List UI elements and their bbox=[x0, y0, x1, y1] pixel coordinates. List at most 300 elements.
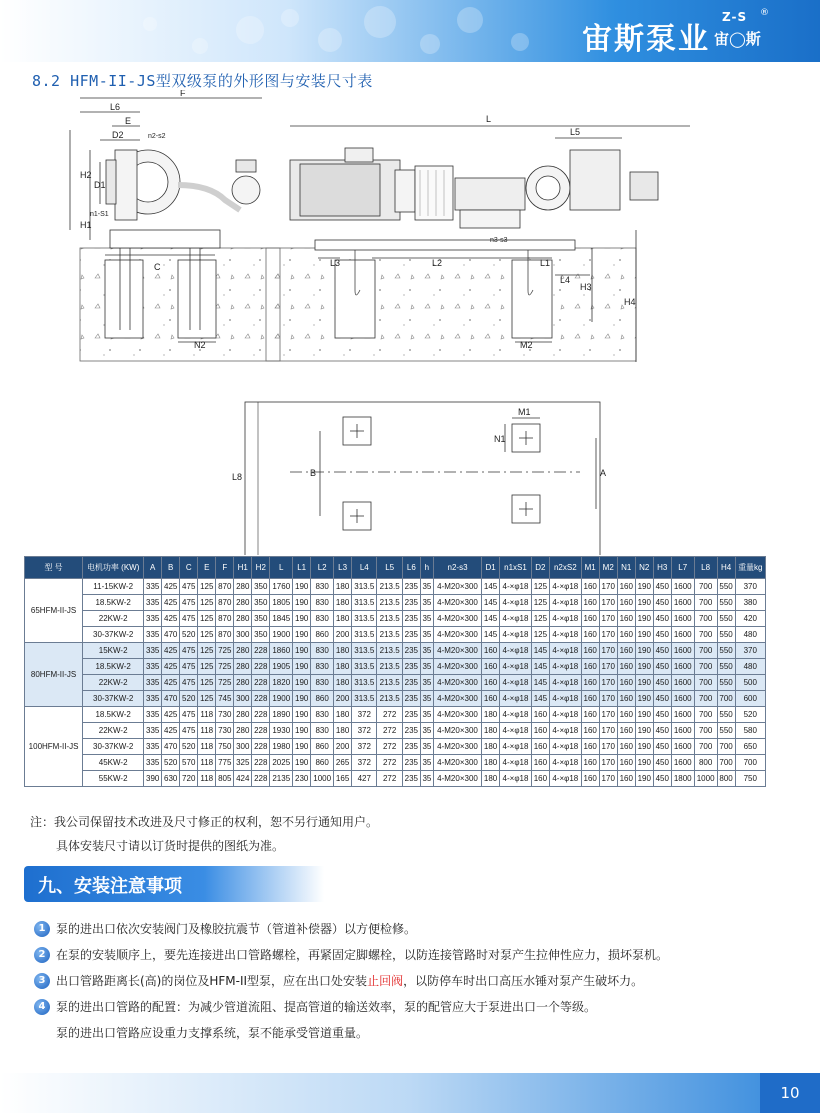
table-cell: 180 bbox=[334, 643, 352, 659]
table-cell: 550 bbox=[717, 707, 735, 723]
table-cell: 425 bbox=[162, 659, 180, 675]
table-cell: 170 bbox=[599, 739, 617, 755]
table-row bbox=[25, 611, 766, 627]
table-cell: 118 bbox=[198, 707, 216, 723]
table-cell: 190 bbox=[293, 707, 311, 723]
table-row bbox=[25, 771, 766, 787]
table-cell: 550 bbox=[717, 643, 735, 659]
section-9-title: 九、安装注意事项 bbox=[38, 876, 182, 897]
dim-label-L: L bbox=[486, 114, 492, 124]
table-cell: 1600 bbox=[671, 611, 694, 627]
table-cell: 280 bbox=[234, 675, 252, 691]
table-cell: 170 bbox=[599, 659, 617, 675]
table-cell: 600 bbox=[735, 691, 765, 707]
table-cell: 700 bbox=[717, 691, 735, 707]
table-row bbox=[25, 691, 766, 707]
page-number: 10 bbox=[760, 1073, 820, 1113]
table-cell: 800 bbox=[694, 755, 717, 771]
column-header: h bbox=[420, 557, 433, 579]
table-cell: 725 bbox=[216, 643, 234, 659]
table-cell: 160 bbox=[482, 691, 500, 707]
table-cell: 2135 bbox=[270, 771, 293, 787]
table-cell: 450 bbox=[653, 691, 671, 707]
table-cell: 160 bbox=[617, 627, 635, 643]
table-cell: 125 bbox=[198, 627, 216, 643]
front-view bbox=[266, 126, 690, 362]
table-cell: 425 bbox=[162, 707, 180, 723]
table-cell: 380 bbox=[735, 595, 765, 611]
table-cell: 190 bbox=[635, 611, 653, 627]
note-line-1: 注：我公司保留技术改进及尺寸修正的权利，恕不另行通知用户。 bbox=[30, 815, 379, 829]
table-cell: 860 bbox=[311, 739, 334, 755]
table-cell: 35 bbox=[420, 595, 433, 611]
table-cell: 35 bbox=[420, 627, 433, 643]
table-cell: 170 bbox=[599, 707, 617, 723]
table-cell: 450 bbox=[653, 723, 671, 739]
table-cell: 22KW-2 bbox=[83, 723, 144, 739]
table-cell: 125 bbox=[531, 627, 549, 643]
table-cell: 30-37KW-2 bbox=[83, 739, 144, 755]
table-cell: 630 bbox=[162, 771, 180, 787]
table-cell: 860 bbox=[311, 691, 334, 707]
table-cell: 313.5 bbox=[352, 595, 377, 611]
table-cell: 125 bbox=[198, 595, 216, 611]
table-cell: 425 bbox=[162, 595, 180, 611]
dim-label-L6: L6 bbox=[110, 102, 121, 112]
table-cell: 160 bbox=[581, 659, 599, 675]
table-cell: 190 bbox=[293, 739, 311, 755]
table-cell: 160 bbox=[581, 611, 599, 627]
table-cell: 335 bbox=[144, 675, 162, 691]
table-cell: 4-×φ18 bbox=[549, 611, 581, 627]
table-cell: 313.5 bbox=[352, 611, 377, 627]
table-cell: 160 bbox=[581, 707, 599, 723]
logo-top-text: Z-S bbox=[722, 10, 748, 24]
table-cell: 372 bbox=[352, 707, 377, 723]
table-cell: 1800 bbox=[671, 771, 694, 787]
table-cell: 228 bbox=[252, 723, 270, 739]
table-cell: 1760 bbox=[270, 579, 293, 595]
column-header: n1xS1 bbox=[500, 557, 532, 579]
table-cell: 1845 bbox=[270, 611, 293, 627]
dim-label-M2: M2 bbox=[520, 340, 533, 350]
table-cell: 4-×φ18 bbox=[549, 675, 581, 691]
table-cell: 520 bbox=[162, 755, 180, 771]
table-cell: 300 bbox=[234, 691, 252, 707]
table-cell: 180 bbox=[482, 771, 500, 787]
table-cell: 230 bbox=[293, 771, 311, 787]
table-cell: 4-×φ18 bbox=[549, 771, 581, 787]
table-cell: 235 bbox=[402, 643, 420, 659]
table-cell: 180 bbox=[334, 723, 352, 739]
table-cell: 730 bbox=[216, 707, 234, 723]
dim-label-L2: L2 bbox=[432, 258, 443, 268]
table-cell: 160 bbox=[482, 659, 500, 675]
column-header: M1 bbox=[581, 557, 599, 579]
table-cell: 228 bbox=[252, 675, 270, 691]
table-cell: 190 bbox=[293, 579, 311, 595]
table-cell: 4-×φ18 bbox=[549, 755, 581, 771]
table-cell: 313.5 bbox=[352, 627, 377, 643]
table-row bbox=[25, 675, 766, 691]
table-cell: 280 bbox=[234, 659, 252, 675]
table-cell: 272 bbox=[377, 707, 402, 723]
dim-label-B: B bbox=[310, 468, 317, 478]
table-cell: 425 bbox=[162, 675, 180, 691]
table-cell: 213.5 bbox=[377, 579, 402, 595]
column-header: n2xS2 bbox=[549, 557, 581, 579]
table-cell: 125 bbox=[198, 579, 216, 595]
table-cell: 160 bbox=[617, 643, 635, 659]
table-cell: 235 bbox=[402, 595, 420, 611]
table-cell: 235 bbox=[402, 691, 420, 707]
table-cell: 180 bbox=[482, 755, 500, 771]
column-header: L6 bbox=[402, 557, 420, 579]
table-cell: 700 bbox=[694, 739, 717, 755]
table-cell: 4-×φ18 bbox=[500, 611, 532, 627]
table-cell: 700 bbox=[735, 755, 765, 771]
footer-band bbox=[0, 1073, 820, 1113]
table-cell: 4-×φ18 bbox=[500, 755, 532, 771]
table-cell: 118 bbox=[198, 739, 216, 755]
table-cell: 160 bbox=[581, 675, 599, 691]
table-cell: 200 bbox=[334, 739, 352, 755]
number-badge-icon: 4 bbox=[34, 999, 50, 1015]
dimension-table bbox=[24, 556, 766, 787]
table-cell: 520 bbox=[180, 739, 198, 755]
table-cell: 45KW-2 bbox=[83, 755, 144, 771]
table-cell: 325 bbox=[234, 755, 252, 771]
table-cell: 170 bbox=[599, 643, 617, 659]
table-cell: 570 bbox=[180, 755, 198, 771]
instruction-continuation: 泵的进出口管路应设重力支撑系统，泵不能承受管道重量。 bbox=[56, 1026, 369, 1040]
table-cell: 550 bbox=[717, 723, 735, 739]
column-header: B bbox=[162, 557, 180, 579]
table-cell: 520 bbox=[180, 691, 198, 707]
dim-label-L3: L3 bbox=[330, 258, 341, 268]
table-cell: 30-37KW-2 bbox=[83, 691, 144, 707]
table-cell: 272 bbox=[377, 771, 402, 787]
table-cell: 4-×φ18 bbox=[500, 691, 532, 707]
table-cell: 4-×φ18 bbox=[549, 595, 581, 611]
model-cell: 100HFM-II-JS bbox=[25, 707, 83, 787]
table-cell: 145 bbox=[531, 691, 549, 707]
table-cell: 550 bbox=[717, 675, 735, 691]
column-header: L8 bbox=[694, 557, 717, 579]
table-cell: 335 bbox=[144, 611, 162, 627]
table-cell: 1600 bbox=[671, 659, 694, 675]
table-cell: 300 bbox=[234, 739, 252, 755]
table-cell: 160 bbox=[531, 771, 549, 787]
table-cell: 165 bbox=[334, 771, 352, 787]
table-cell: 4-M20×300 bbox=[433, 627, 481, 643]
table-cell: 160 bbox=[617, 675, 635, 691]
table-cell: 2025 bbox=[270, 755, 293, 771]
table-cell: 170 bbox=[599, 579, 617, 595]
table-cell: 335 bbox=[144, 595, 162, 611]
table-cell: 160 bbox=[617, 739, 635, 755]
table-cell: 22KW-2 bbox=[83, 611, 144, 627]
table-cell: 160 bbox=[581, 579, 599, 595]
dim-label-n3s3: n3-s3 bbox=[490, 237, 508, 244]
table-cell: 272 bbox=[377, 739, 402, 755]
table-cell: 160 bbox=[617, 755, 635, 771]
table-cell: 213.5 bbox=[377, 595, 402, 611]
table-cell: 235 bbox=[402, 659, 420, 675]
table-cell: 180 bbox=[334, 707, 352, 723]
column-header: H3 bbox=[653, 557, 671, 579]
table-cell: 190 bbox=[635, 771, 653, 787]
table-cell: 190 bbox=[635, 707, 653, 723]
table-cell: 313.5 bbox=[352, 691, 377, 707]
table-cell: 830 bbox=[311, 675, 334, 691]
table-cell: 425 bbox=[162, 643, 180, 659]
table-cell: 280 bbox=[234, 723, 252, 739]
table-cell: 35 bbox=[420, 723, 433, 739]
dim-label-D2: D2 bbox=[112, 130, 124, 140]
table-cell: 170 bbox=[599, 771, 617, 787]
table-cell: 372 bbox=[352, 739, 377, 755]
table-cell: 1600 bbox=[671, 627, 694, 643]
table-cell: 1000 bbox=[694, 771, 717, 787]
table-cell: 700 bbox=[694, 579, 717, 595]
table-cell: 4-×φ18 bbox=[549, 691, 581, 707]
table-cell: 450 bbox=[653, 595, 671, 611]
table-cell: 313.5 bbox=[352, 579, 377, 595]
table-cell: 1930 bbox=[270, 723, 293, 739]
table-cell: 475 bbox=[180, 643, 198, 659]
section-9-banner bbox=[24, 866, 324, 902]
table-cell: 830 bbox=[311, 595, 334, 611]
table-cell: 30-37KW-2 bbox=[83, 627, 144, 643]
table-cell: 313.5 bbox=[352, 675, 377, 691]
table-cell: 4-×φ18 bbox=[500, 739, 532, 755]
table-cell: 1980 bbox=[270, 739, 293, 755]
table-row bbox=[25, 739, 766, 755]
table-cell: 720 bbox=[180, 771, 198, 787]
table-cell: 1890 bbox=[270, 707, 293, 723]
table-cell: 280 bbox=[234, 579, 252, 595]
dim-label-N2: N2 bbox=[194, 340, 206, 350]
instruction-item bbox=[34, 944, 794, 970]
table-cell: 830 bbox=[311, 659, 334, 675]
table-cell: 4-×φ18 bbox=[500, 771, 532, 787]
table-cell: 4-×φ18 bbox=[500, 723, 532, 739]
number-badge-icon: 3 bbox=[34, 973, 50, 989]
dim-label-L1: L1 bbox=[540, 258, 551, 268]
dim-label-H4: H4 bbox=[624, 297, 636, 307]
column-header: N2 bbox=[635, 557, 653, 579]
table-cell: 235 bbox=[402, 675, 420, 691]
table-cell: 235 bbox=[402, 739, 420, 755]
table-cell: 700 bbox=[694, 675, 717, 691]
table-cell: 475 bbox=[180, 595, 198, 611]
table-cell: 4-×φ18 bbox=[549, 579, 581, 595]
column-header: M2 bbox=[599, 557, 617, 579]
header-band bbox=[0, 0, 820, 62]
table-cell: 372 bbox=[352, 723, 377, 739]
table-cell: 870 bbox=[216, 611, 234, 627]
column-header: 型 号 bbox=[25, 557, 83, 579]
table-cell: 235 bbox=[402, 627, 420, 643]
column-header: H2 bbox=[252, 557, 270, 579]
column-header: L2 bbox=[311, 557, 334, 579]
table-cell: 190 bbox=[635, 755, 653, 771]
table-cell: 1600 bbox=[671, 579, 694, 595]
table-cell: 272 bbox=[377, 755, 402, 771]
table-cell: 228 bbox=[252, 691, 270, 707]
table-cell: 170 bbox=[599, 691, 617, 707]
table-cell: 160 bbox=[531, 707, 549, 723]
table-cell: 550 bbox=[717, 611, 735, 627]
table-cell: 335 bbox=[144, 579, 162, 595]
column-header: L7 bbox=[671, 557, 694, 579]
table-cell: 550 bbox=[717, 627, 735, 643]
table-cell: 35 bbox=[420, 691, 433, 707]
table-cell: 11-15KW-2 bbox=[83, 579, 144, 595]
column-header: N1 bbox=[617, 557, 635, 579]
table-cell: 160 bbox=[581, 755, 599, 771]
instruction-item bbox=[34, 996, 794, 1022]
column-header: L4 bbox=[352, 557, 377, 579]
pump-dimension-drawing bbox=[0, 90, 820, 555]
table-cell: 190 bbox=[635, 723, 653, 739]
table-cell: 300 bbox=[234, 627, 252, 643]
table-cell: 265 bbox=[334, 755, 352, 771]
table-cell: 190 bbox=[293, 643, 311, 659]
table-cell: 4-×φ18 bbox=[549, 627, 581, 643]
table-cell: 125 bbox=[198, 675, 216, 691]
table-cell: 700 bbox=[694, 611, 717, 627]
column-header: 重量kg bbox=[735, 557, 765, 579]
table-cell: 800 bbox=[717, 771, 735, 787]
table-cell: 335 bbox=[144, 643, 162, 659]
table-cell: 420 bbox=[735, 611, 765, 627]
check-valve-highlight: 止回阀 bbox=[367, 974, 404, 988]
table-cell: 235 bbox=[402, 723, 420, 739]
table-cell: 272 bbox=[377, 723, 402, 739]
table-cell: 160 bbox=[581, 627, 599, 643]
table-cell: 213.5 bbox=[377, 691, 402, 707]
table-cell: 475 bbox=[180, 707, 198, 723]
instruction-text: 泵的进出口依次安装阀门及橡胶抗震节（管道补偿器）以方便检修。 bbox=[56, 922, 417, 936]
table-cell: 700 bbox=[694, 627, 717, 643]
table-cell: 118 bbox=[198, 755, 216, 771]
table-cell: 4-×φ18 bbox=[500, 579, 532, 595]
table-cell: 160 bbox=[531, 723, 549, 739]
table-cell: 480 bbox=[735, 659, 765, 675]
table-cell: 228 bbox=[252, 707, 270, 723]
column-header: 电机功率 (KW) bbox=[83, 557, 144, 579]
table-cell: 190 bbox=[635, 595, 653, 611]
table-cell: 190 bbox=[635, 739, 653, 755]
table-cell: 15KW-2 bbox=[83, 643, 144, 659]
table-cell: 424 bbox=[234, 771, 252, 787]
table-cell: 213.5 bbox=[377, 643, 402, 659]
table-cell: 450 bbox=[653, 675, 671, 691]
table-cell: 160 bbox=[482, 643, 500, 659]
column-header: L5 bbox=[377, 557, 402, 579]
table-cell: 450 bbox=[653, 771, 671, 787]
table-row bbox=[25, 755, 766, 771]
table-cell: 1905 bbox=[270, 659, 293, 675]
table-cell: 390 bbox=[144, 771, 162, 787]
logo-registered-mark: ® bbox=[760, 8, 769, 18]
table-cell: 35 bbox=[420, 771, 433, 787]
dim-label-F: F bbox=[180, 90, 186, 98]
table-cell: 775 bbox=[216, 755, 234, 771]
table-cell: 4-M20×300 bbox=[433, 611, 481, 627]
table-cell: 550 bbox=[717, 595, 735, 611]
column-header: n2-s3 bbox=[433, 557, 481, 579]
table-cell: 235 bbox=[402, 579, 420, 595]
table-cell: 213.5 bbox=[377, 611, 402, 627]
table-cell: 700 bbox=[694, 723, 717, 739]
table-cell: 313.5 bbox=[352, 659, 377, 675]
logo-bottom-text: 宙◯斯 bbox=[714, 30, 761, 48]
table-cell: 1805 bbox=[270, 595, 293, 611]
table-cell: 228 bbox=[252, 659, 270, 675]
instruction-item bbox=[34, 918, 794, 944]
instruction-text: 泵的进出口管路的配置：为减少管道流阻、提高管道的输送效率，泵的配管应大于泵进出口一个等级。 bbox=[56, 1000, 597, 1014]
table-cell: 1600 bbox=[671, 691, 694, 707]
table-cell: 125 bbox=[531, 579, 549, 595]
table-cell: 160 bbox=[482, 675, 500, 691]
column-header: H1 bbox=[234, 557, 252, 579]
dim-label-M1: M1 bbox=[518, 407, 531, 417]
table-cell: 520 bbox=[735, 707, 765, 723]
table-cell: 350 bbox=[252, 627, 270, 643]
table-cell: 125 bbox=[198, 691, 216, 707]
table-cell: 550 bbox=[717, 659, 735, 675]
dim-label-H3: H3 bbox=[580, 282, 592, 292]
table-cell: 170 bbox=[599, 723, 617, 739]
table-cell: 190 bbox=[635, 659, 653, 675]
table-cell: 1600 bbox=[671, 643, 694, 659]
table-cell: 160 bbox=[531, 755, 549, 771]
table-cell: 160 bbox=[617, 595, 635, 611]
table-cell: 580 bbox=[735, 723, 765, 739]
table-cell: 35 bbox=[420, 707, 433, 723]
table-cell: 425 bbox=[162, 611, 180, 627]
table-cell: 4-×φ18 bbox=[549, 659, 581, 675]
table-cell: 190 bbox=[293, 611, 311, 627]
table-cell: 475 bbox=[180, 579, 198, 595]
table-cell: 335 bbox=[144, 739, 162, 755]
table-cell: 700 bbox=[717, 739, 735, 755]
model-cell: 65HFM-II-JS bbox=[25, 579, 83, 643]
table-cell: 170 bbox=[599, 675, 617, 691]
table-cell: 145 bbox=[531, 643, 549, 659]
table-cell: 830 bbox=[311, 611, 334, 627]
table-cell: 1600 bbox=[671, 723, 694, 739]
table-row bbox=[25, 659, 766, 675]
table-cell: 4-×φ18 bbox=[500, 707, 532, 723]
table-cell: 700 bbox=[694, 659, 717, 675]
table-cell: 745 bbox=[216, 691, 234, 707]
table-cell: 125 bbox=[198, 659, 216, 675]
column-header: L1 bbox=[293, 557, 311, 579]
table-cell: 470 bbox=[162, 691, 180, 707]
table-cell: 335 bbox=[144, 723, 162, 739]
column-header: L3 bbox=[334, 557, 352, 579]
table-cell: 870 bbox=[216, 627, 234, 643]
table-cell: 228 bbox=[252, 643, 270, 659]
table-cell: 475 bbox=[180, 723, 198, 739]
table-cell: 160 bbox=[617, 659, 635, 675]
table-cell: 160 bbox=[617, 723, 635, 739]
table-cell: 4-M20×300 bbox=[433, 659, 481, 675]
